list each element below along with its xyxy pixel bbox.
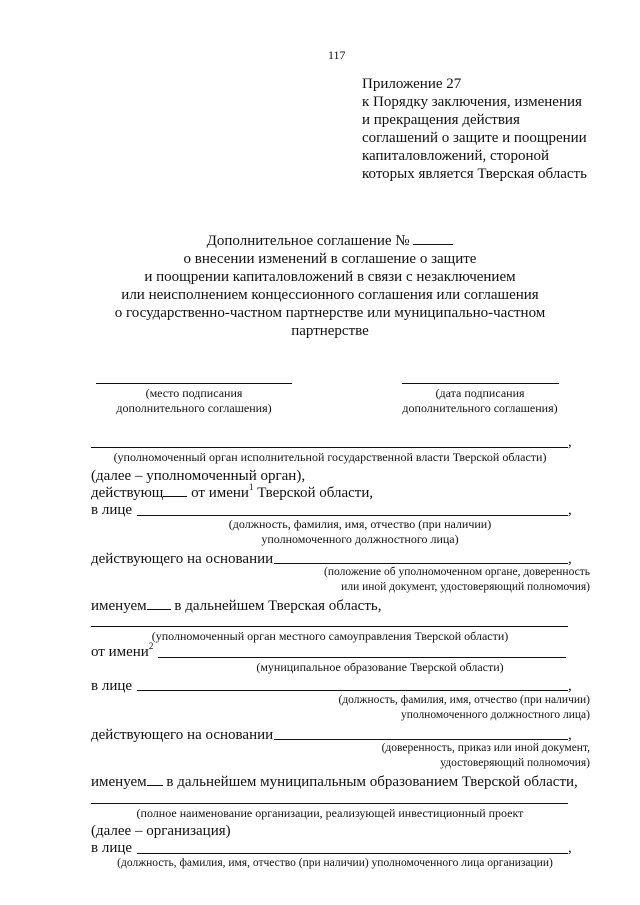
face-caption: (должность, фамилия, имя, отчество (при наличии) уполномоченного должностного лица) — [338, 694, 590, 721]
place-blank[interactable] — [96, 383, 292, 384]
on-behalf-label: от имени$^2$ — [91, 641, 154, 660]
number-blank[interactable] — [413, 244, 453, 245]
appendix-line: которых является Тверская область — [362, 166, 587, 182]
appendix-heading — [362, 75, 587, 183]
basis-blank[interactable] — [274, 563, 568, 564]
comma: , — [568, 678, 572, 694]
face-label: в лице — [91, 502, 133, 518]
face-blank[interactable] — [137, 690, 568, 691]
footnote-ref[interactable]: 2 — [148, 641, 154, 651]
organ-blank[interactable] — [91, 447, 568, 448]
appendix-line: капиталовложений, стороной — [362, 148, 550, 164]
municipality-caption: (муниципальное образование Тверской области) — [256, 660, 504, 674]
basis-label: действующего на основании — [91, 727, 274, 743]
face-blank[interactable] — [137, 515, 568, 516]
ending-blank[interactable] — [147, 609, 171, 610]
organ-caption: (уполномоченный орган исполнительной государственной власти Тверской области) — [113, 450, 547, 464]
ending-blank[interactable] — [163, 496, 187, 497]
hereinafter-text: (далее – организация) — [91, 823, 231, 839]
footnote-ref[interactable]: 1 — [248, 482, 254, 492]
basis-caption: (доверенность, приказ или иной документ, удостоверяющий полномочия) — [381, 742, 590, 769]
named-text: именуем в дальнейшем муниципальным образованием Тверской области, — [91, 774, 578, 790]
title-line: Дополнительное соглашение № — [80, 232, 580, 250]
basis-blank[interactable] — [274, 739, 568, 740]
comma: , — [568, 502, 572, 518]
title-line: о внесении изменений в соглашение о защите — [183, 251, 477, 267]
appendix-line: соглашений о защите и поощрении — [362, 130, 587, 146]
basis-label: действующего на основании — [91, 551, 274, 567]
date-caption: (дата подписания дополнительного соглашения) — [402, 386, 558, 415]
appendix-line: и прекращения действия — [362, 112, 520, 128]
hereinafter-text: (далее – уполномоченный орган), — [91, 468, 306, 484]
face-caption: (должность, фамилия, имя, отчество (при наличии) уполномоченного должностного лица) — [228, 517, 492, 546]
title-line: о государственно-частном партнерстве или муниципально-частном — [114, 305, 546, 321]
acting-on-behalf: действующ от имени$^1$ Тверской области, — [91, 482, 374, 501]
title-line: или неисполнением концессионного соглашения или соглашения — [121, 287, 539, 303]
municipality-blank[interactable] — [158, 657, 566, 658]
comma: , — [568, 434, 572, 450]
ending-blank[interactable] — [147, 785, 163, 786]
appendix-line: Приложение 27 — [362, 76, 462, 92]
page-number: 117 — [328, 48, 346, 62]
comma: , — [568, 840, 572, 856]
local-organ-caption: (уполномоченный орган местного самоуправления Тверской области) — [151, 629, 509, 643]
face-caption: (должность, фамилия, имя, отчество (при наличии) уполномоченного лица организации) — [117, 857, 553, 869]
title-line: партнерстве — [291, 323, 369, 339]
appendix-line: к Порядку заключения, изменения — [362, 94, 582, 110]
face-blank[interactable] — [137, 853, 568, 854]
face-label: в лице — [91, 678, 133, 694]
title-line: и поощрении капиталовложений в связи с незаключением — [144, 269, 516, 285]
date-blank[interactable] — [402, 383, 559, 384]
organization-caption: (полное наименование организации, реализующей инвестиционный проект — [136, 806, 524, 820]
face-label: в лице — [91, 840, 133, 856]
organization-blank[interactable] — [91, 803, 568, 804]
comma: , — [568, 727, 572, 743]
comma: , — [568, 551, 572, 567]
place-caption: (место подписания дополнительного соглашения) — [116, 386, 272, 415]
named-text: именуем в дальнейшем Тверская область, — [91, 598, 382, 614]
local-organ-blank[interactable] — [91, 626, 568, 627]
basis-caption: (положение об уполномоченном органе, доверенность или иной документ, удостоверяющий полномочия) — [324, 566, 590, 593]
document-title — [80, 232, 580, 340]
